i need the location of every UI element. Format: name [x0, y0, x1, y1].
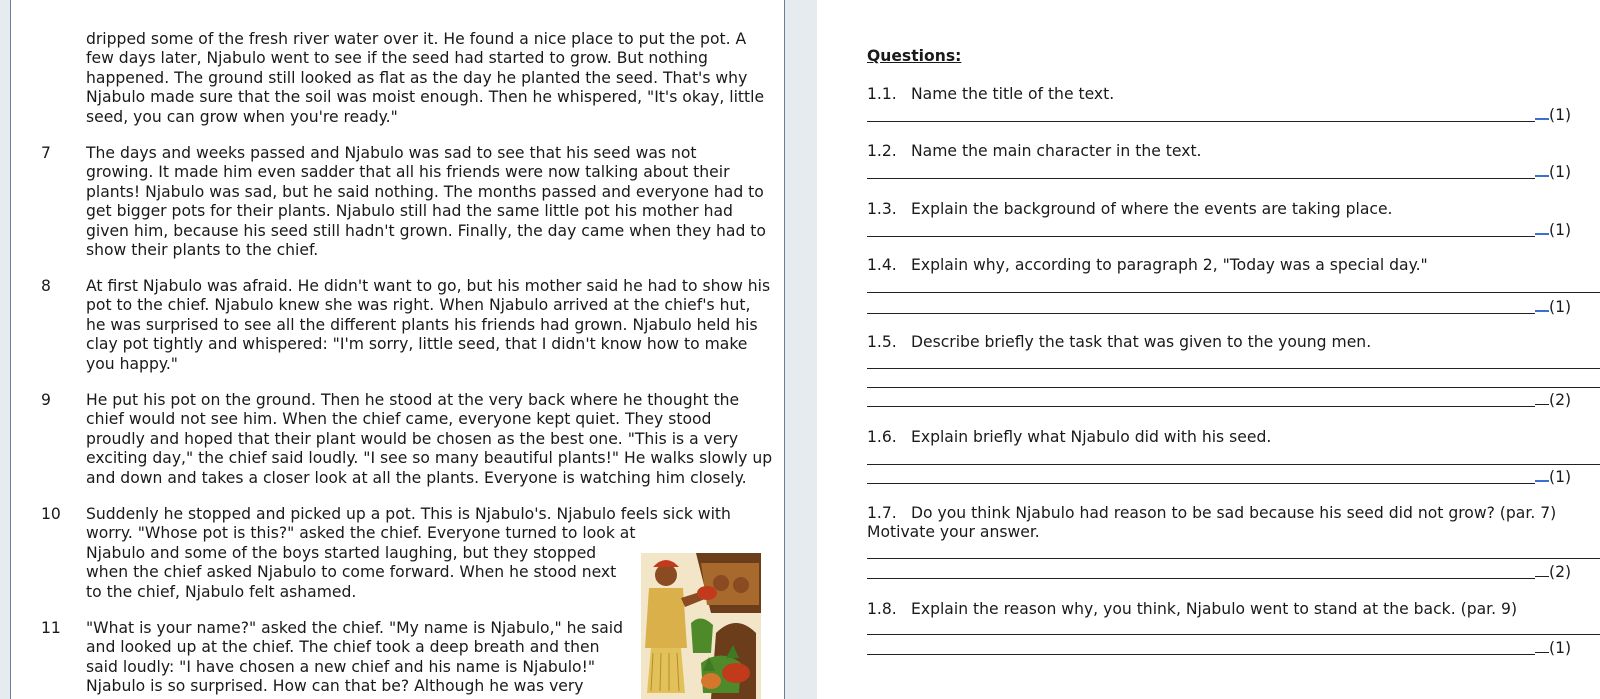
- paragraph-line: seed, you can grow when you're ready.": [86, 107, 398, 126]
- question-prompt: Do you think Njabulo had reason to be sad because his seed did not grow? (par. 7): [911, 504, 1557, 522]
- mark-allocation: [1535, 639, 1571, 658]
- paragraph-number: 7: [41, 144, 51, 162]
- paragraph-line: The days and weeks passed and Njabulo was sad to see that his seed was not: [86, 144, 697, 162]
- question-prompt-continuation: Motivate your answer.: [867, 523, 1040, 541]
- answer-line[interactable]: [867, 406, 1535, 407]
- paragraph-line: when the chief asked Njabulo to come forward. When he stood next: [86, 563, 617, 582]
- mark-allocation: [1535, 468, 1571, 487]
- paragraph-line: Njabulo and some of the boys started laughing, but they stopped: [86, 543, 597, 562]
- mark-underline: [1535, 468, 1549, 482]
- paragraph-line: plants! Njabulo was sad, but he said nothing. The months passed and everyone had to: [86, 182, 764, 201]
- answer-line[interactable]: [867, 558, 1600, 559]
- question-text: [867, 504, 1556, 523]
- mark-underline: [1535, 564, 1549, 577]
- question-text: [867, 256, 1428, 275]
- mark-value: (2): [1549, 391, 1572, 409]
- paragraph-text: [86, 277, 770, 374]
- question-number: 1.1.: [867, 85, 897, 103]
- question-text: [867, 142, 1202, 161]
- paragraph-line: proudly and hoped that their plant would be chosen as the best one. "This is a very: [86, 429, 739, 448]
- paragraph-number: 8: [41, 277, 51, 295]
- paragraph-text: [86, 144, 766, 260]
- answer-line[interactable]: [867, 292, 1600, 293]
- question-text: [867, 85, 1114, 104]
- question-text: [867, 600, 1517, 619]
- mark-underline: [1535, 392, 1549, 405]
- paragraph-line: Njabulo made sure that the soil was moist enough. Then he whispered, "It's okay, little: [86, 88, 765, 107]
- paragraph-line: happened. The ground still looked as flat as the day he planted the seed. That's why: [86, 68, 748, 87]
- mark-value: (1): [1549, 163, 1572, 181]
- question-number: 1.6.: [867, 428, 897, 446]
- mark-allocation: [1535, 163, 1571, 182]
- question-number: 1.3.: [867, 200, 897, 218]
- paragraph-line: "What is your name?" asked the chief. "My name is Njabulo," he said: [86, 619, 624, 637]
- paragraph-line: chief would not see him. When the chief came, everyone kept quiet. They stood: [86, 410, 712, 429]
- paragraph-line: dripped some of the fresh river water over it. He found a nice place to put the pot. A: [86, 30, 747, 48]
- question-number: 1.4.: [867, 256, 897, 274]
- mark-value: (1): [1549, 106, 1572, 124]
- mark-underline: [1535, 106, 1549, 120]
- paragraph-line: growing. It made him even sadder that all his friends were now talking about their: [86, 163, 730, 182]
- mark-underline: [1535, 298, 1549, 312]
- question-number: 1.8.: [867, 600, 897, 618]
- paragraph-text: [86, 391, 772, 488]
- answer-line[interactable]: [867, 121, 1535, 122]
- paragraph-line: He put his pot on the ground. Then he stood at the very back where he thought the: [86, 391, 740, 409]
- paragraph-line: you happy.": [86, 354, 178, 373]
- paragraph-line: Njabulo is so surprised. How can that be? Although he was very: [86, 677, 584, 696]
- questions-page: [817, 0, 1600, 699]
- mark-allocation: [1535, 563, 1571, 582]
- answer-line[interactable]: [867, 368, 1600, 369]
- answer-line[interactable]: [867, 387, 1600, 388]
- paragraph-text: [86, 619, 623, 697]
- paragraph-line: few days later, Njabulo went to see if the seed had started to grow. But nothing: [86, 49, 708, 68]
- answer-line[interactable]: [867, 178, 1535, 179]
- mark-underline: [1535, 163, 1549, 177]
- question-prompt: Name the title of the text.: [911, 85, 1115, 103]
- answer-line[interactable]: [867, 578, 1535, 579]
- answer-line[interactable]: [867, 464, 1600, 465]
- paragraph-number: 11: [41, 619, 61, 637]
- mark-allocation: [1535, 391, 1571, 410]
- paragraph-line: At first Njabulo was afraid. He didn't want to go, but his mother said he had to show his: [86, 277, 771, 295]
- question-prompt: Describe briefly the task that was given to the young men.: [911, 333, 1372, 351]
- mark-value: (1): [1549, 298, 1572, 316]
- paragraph-line: exciting day," the chief said loudly. "I see so many beautiful plants!" He walks slowly up: [86, 449, 773, 468]
- paragraph-number: 9: [41, 391, 51, 409]
- story-page: [10, 0, 785, 699]
- paragraph-line: and looked up at the chief. The chief took a deep breath and then: [86, 638, 600, 657]
- mark-underline: [1535, 221, 1549, 235]
- question-prompt: Explain the reason why, you think, Njabulo went to stand at the back. (par. 9): [911, 600, 1518, 618]
- paragraph-line: he was surprised to see all the different plants his friends had grown. Njabulo held his: [86, 315, 758, 334]
- answer-line[interactable]: [867, 483, 1535, 484]
- paragraph-line: and down and takes a closer look at all the plants. Everyone is watching him closely.: [86, 468, 747, 487]
- question-text: [867, 428, 1271, 447]
- question-text: [867, 333, 1371, 352]
- mark-value: (1): [1549, 468, 1572, 486]
- chief-and-villagers-illustration: [641, 553, 761, 699]
- paragraph-line: worry. "Whose pot is this?" asked the chief. Everyone turned to look at: [86, 524, 636, 543]
- mark-value: (2): [1549, 563, 1572, 581]
- answer-line[interactable]: [867, 236, 1535, 237]
- question-prompt: Explain the background of where the events are taking place.: [911, 200, 1393, 218]
- question-number: 1.7.: [867, 504, 897, 522]
- paragraph-number: 10: [41, 505, 61, 523]
- question-prompt: Explain briefly what Njabulo did with his seed.: [911, 428, 1272, 446]
- paragraph-line: said loudly: "I have chosen a new chief and his name is Njabulo!": [86, 657, 596, 676]
- paragraph-line: clay pot tightly and whispered: "I'm sorry, little seed, that I didn't know how to make: [86, 335, 748, 354]
- answer-line[interactable]: [867, 654, 1535, 655]
- mark-underline: [1535, 640, 1549, 653]
- question-prompt: Name the main character in the text.: [911, 142, 1202, 160]
- mark-allocation: [1535, 106, 1571, 125]
- paragraph-line: Suddenly he stopped and picked up a pot. This is Njabulo's. Njabulo feels sick with: [86, 505, 731, 523]
- paragraph-line: get bigger pots for their plants. Njabulo still had the same little pot his mother had: [86, 202, 733, 221]
- answer-line[interactable]: [867, 313, 1535, 314]
- question-text: [867, 200, 1393, 219]
- questions-heading: Questions:: [867, 47, 962, 65]
- mark-value: (1): [1549, 221, 1572, 239]
- paragraph-text: [86, 505, 731, 602]
- question-number: 1.5.: [867, 333, 897, 351]
- mark-allocation: [1535, 221, 1571, 240]
- mark-allocation: [1535, 298, 1571, 317]
- question-prompt: Explain why, according to paragraph 2, "Today was a special day.": [911, 256, 1428, 274]
- answer-line[interactable]: [867, 634, 1600, 635]
- paragraph-line: given him, because his seed still hadn't grown. Finally, the day came when they had to: [86, 221, 766, 240]
- paragraph-line: to the chief, Njabulo felt ashamed.: [86, 582, 357, 601]
- paragraph-line: pot to the chief. Njabulo knew she was right. When Njabulo arrived at the chief's hut,: [86, 296, 751, 315]
- question-number: 1.2.: [867, 142, 897, 160]
- paragraph-line: show their plants to the chief.: [86, 241, 319, 260]
- mark-value: (1): [1549, 639, 1572, 657]
- paragraph-text: [86, 30, 764, 127]
